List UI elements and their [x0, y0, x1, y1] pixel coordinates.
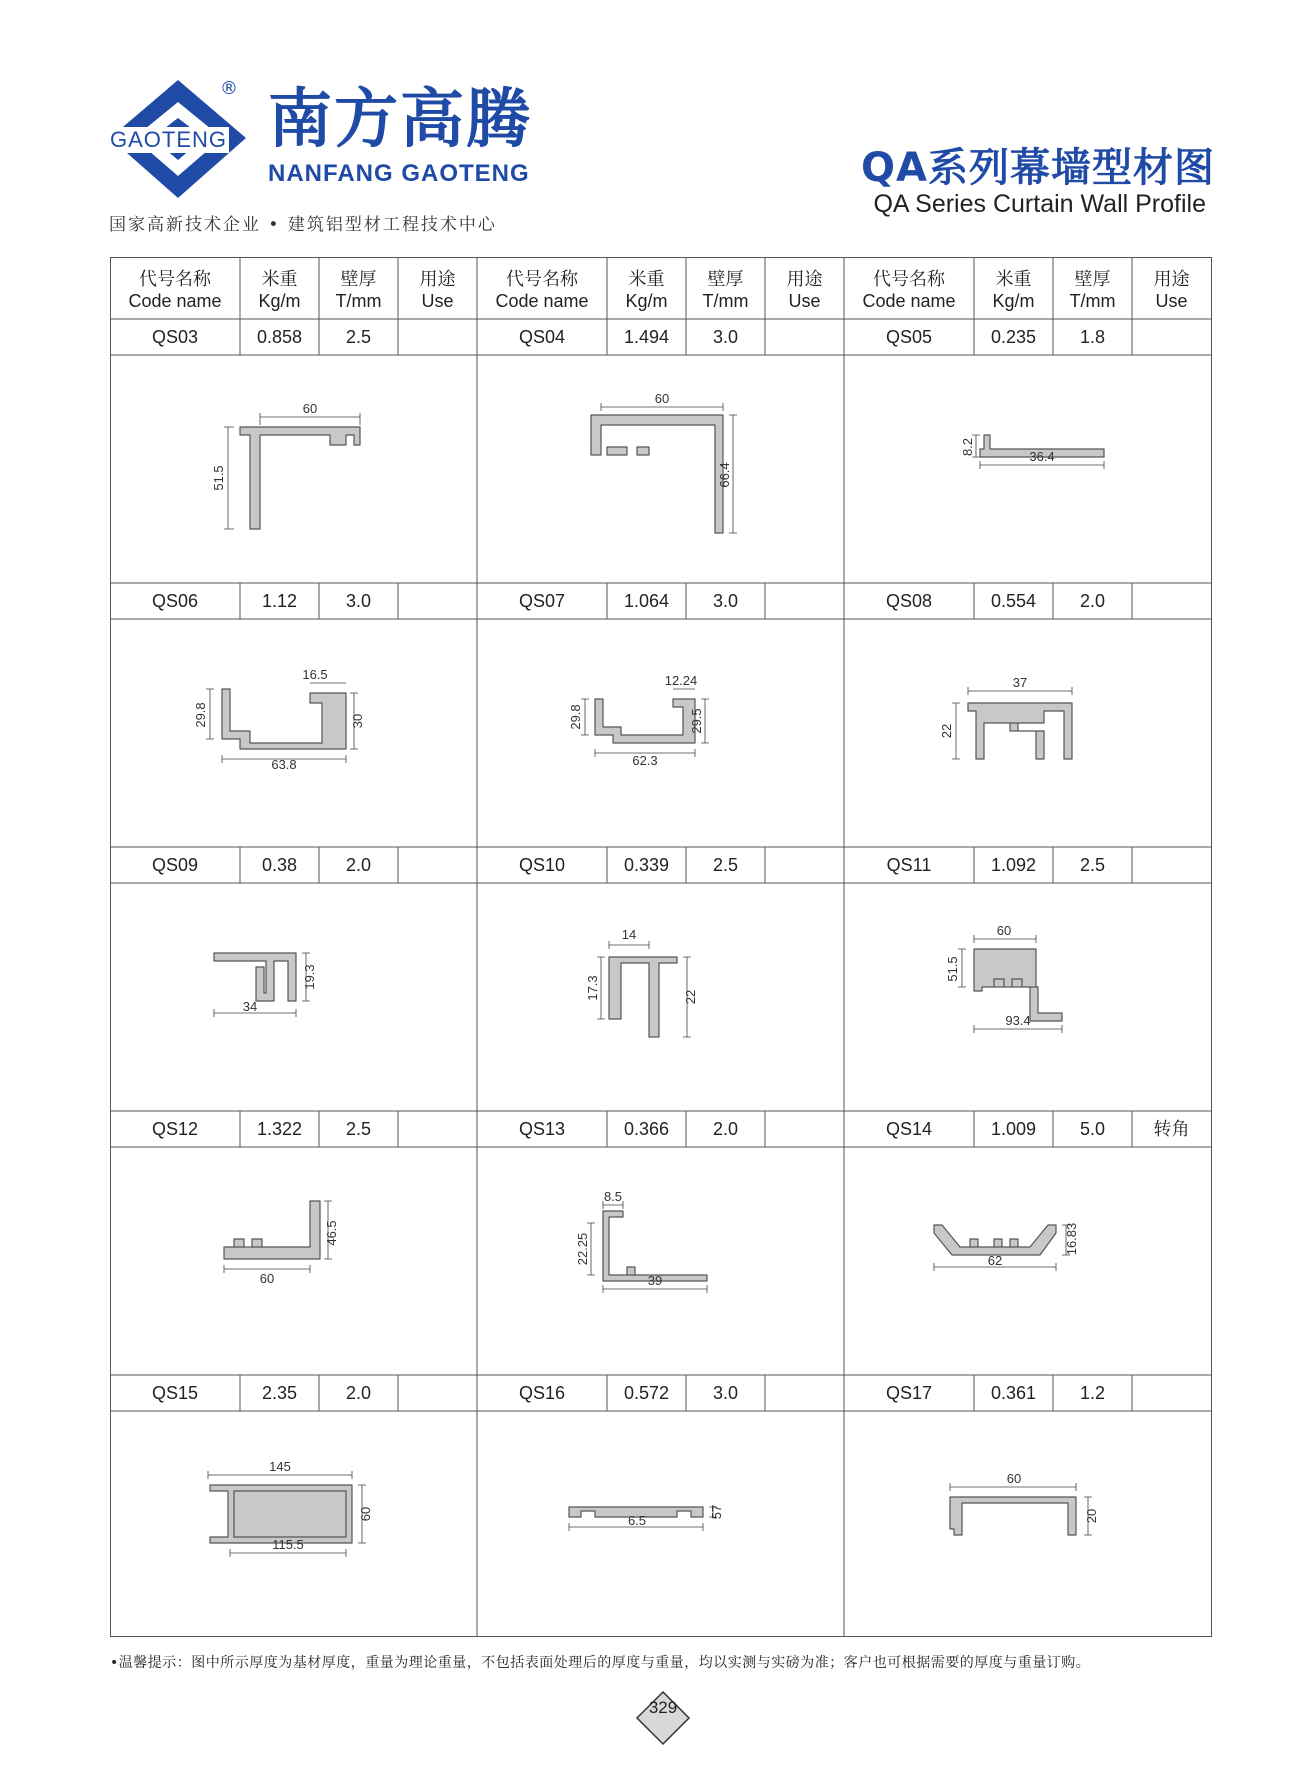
header-label-en: Kg/m: [992, 291, 1035, 311]
profile-thickness: 2.5: [345, 327, 372, 347]
profile-drawing-qs06: [193, 667, 365, 772]
profile-drawing-qs09: [214, 953, 317, 1017]
header-label-en: Kg/m: [258, 291, 301, 311]
dimension-label: 145: [269, 1459, 291, 1474]
header-label-cn: 壁厚: [707, 269, 744, 290]
dimension-label: 60: [358, 1506, 373, 1522]
dimension-label: 60: [259, 1271, 275, 1286]
header-label-en: T/mm: [702, 291, 749, 311]
profile-use: 转角: [1153, 1119, 1190, 1139]
profile-weight: 1.12: [261, 591, 298, 611]
profile-code: QS08: [885, 591, 933, 611]
profile-drawing-qs04: [591, 391, 737, 533]
dimension-label: 29.8: [568, 704, 583, 730]
dimension-label: 22: [939, 723, 954, 739]
registered-mark: ®: [220, 78, 238, 99]
profile-shape: [210, 1485, 352, 1543]
header-label-cn: 用途: [419, 269, 456, 290]
profile-drawing-qs11: [945, 923, 1062, 1033]
profile-code: QS05: [885, 327, 933, 347]
footer-note: •温馨提示：图中所示厚度为基材厚度，重量为理论重量，不包括表面处理后的厚度与重量，均以实测与实磅为准；客户也可根据需要的厚度与重量订购。: [110, 1655, 1091, 1671]
header-label-cn: 用途: [1153, 269, 1190, 290]
header-label-cn: 用途: [786, 269, 823, 290]
dimension-label: 60: [1006, 1471, 1022, 1486]
profile-thickness: 1.8: [1079, 327, 1106, 347]
dimension-label: 60: [654, 391, 670, 406]
profile-weight: 2.35: [261, 1383, 298, 1403]
header-label-en: Code name: [862, 291, 956, 311]
header-label-cn: 米重: [628, 269, 665, 290]
profile-shape: [595, 699, 695, 743]
header-label-cn: 米重: [995, 269, 1032, 290]
dimension-label: 14: [621, 927, 637, 942]
table-grid: [110, 257, 1212, 1637]
profile-thickness: 5.0: [1079, 1119, 1106, 1139]
dimension-label: 60: [996, 923, 1012, 938]
profile-shape: [968, 703, 1072, 759]
profile-shape: [214, 953, 296, 1001]
profile-thickness: 2.0: [712, 1119, 739, 1139]
profile-thickness: 2.5: [1079, 855, 1106, 875]
profile-code: QS17: [885, 1383, 933, 1403]
header-label-cn: 壁厚: [1074, 269, 1111, 290]
header-label-en: T/mm: [1069, 291, 1116, 311]
profile-weight: 1.009: [990, 1119, 1037, 1139]
dimension-label: 51.5: [211, 465, 226, 491]
header-label-en: Kg/m: [625, 291, 668, 311]
dimension-label: 37: [1012, 675, 1028, 690]
dimension-label: 22.25: [575, 1232, 590, 1266]
profile-weight: 1.092: [990, 855, 1037, 875]
page-title-cn: QA系列幕墙型材图: [861, 145, 1215, 191]
header-label-en: Use: [788, 291, 821, 311]
profile-shape: [224, 1201, 320, 1259]
profile-weight: 0.366: [623, 1119, 670, 1139]
dimension-label: 12.24: [664, 673, 698, 688]
profile-code: QS13: [518, 1119, 566, 1139]
table-headers: [128, 269, 1189, 311]
profile-thickness: 3.0: [345, 591, 372, 611]
dimension-label: 39: [647, 1273, 663, 1288]
header-label-en: Use: [421, 291, 454, 311]
dimension-label: 62: [987, 1253, 1003, 1268]
dimension-label: 16.5: [302, 667, 328, 682]
profile-drawing-qs16: [569, 1505, 724, 1531]
brand-tagline: 国家高新技术企业 • 建筑铝型材工程技术中心: [109, 215, 497, 235]
dimension-label: 8.2: [960, 437, 975, 457]
profile-code: QS03: [151, 327, 199, 347]
dimension-label: 16.83: [1064, 1222, 1079, 1256]
profile-code: QS04: [518, 327, 566, 347]
profile-drawing-qs14: [934, 1223, 1079, 1271]
profile-drawing-qs07: [568, 673, 709, 768]
logo-wordmark: GAOTENG: [110, 127, 228, 152]
dimension-label: 51.5: [945, 956, 960, 982]
profile-shape: [591, 415, 723, 533]
profile-thickness: 2.0: [345, 1383, 372, 1403]
profile-drawing-qs15: [208, 1459, 373, 1557]
profile-weight: 0.554: [990, 591, 1037, 611]
profile-code: QS10: [518, 855, 566, 875]
profile-thickness: 2.0: [1079, 591, 1106, 611]
dimension-label: 57: [709, 1504, 724, 1520]
header-label-cn: 壁厚: [340, 269, 377, 290]
dimension-label: 93.4: [1005, 1013, 1031, 1028]
profile-thickness: 3.0: [712, 591, 739, 611]
profile-drawing-qs10: [585, 927, 698, 1037]
profile-drawing-qs17: [950, 1471, 1099, 1535]
profile-shape: [240, 427, 360, 529]
profile-thickness: 1.2: [1079, 1383, 1106, 1403]
dimension-label: 6.5: [627, 1513, 647, 1528]
header-label-en: Code name: [495, 291, 589, 311]
page-title-en: QA Series Curtain Wall Profile: [873, 190, 1206, 218]
profile-shape: [603, 1211, 707, 1281]
brand-name-en: NANFANG GAOTENG: [268, 160, 530, 187]
profile-shape: [974, 949, 1062, 1021]
profile-drawing-qs12: [224, 1201, 339, 1286]
profile-code: QS11: [886, 855, 932, 875]
profile-weight: 1.494: [623, 327, 670, 347]
profile-code: QS09: [151, 855, 199, 875]
dimension-label: 36.4: [1029, 449, 1055, 464]
dimension-label: 30: [350, 713, 365, 729]
profile-weight: 0.572: [623, 1383, 670, 1403]
dimension-label: 29.8: [193, 702, 208, 728]
dimension-label: 46.5: [324, 1220, 339, 1246]
profile-thickness: 2.5: [345, 1119, 372, 1139]
header-label-cn: 米重: [261, 269, 298, 290]
header-label-cn: 代号名称: [506, 269, 578, 290]
profile-thickness: 3.0: [712, 327, 739, 347]
profile-weight: 1.322: [256, 1119, 303, 1139]
profile-shape: [934, 1225, 1056, 1255]
header-label-en: Code name: [128, 291, 222, 311]
profile-weight: 0.361: [990, 1383, 1037, 1403]
table-border: [111, 258, 1212, 1637]
dimension-label: 60: [302, 401, 318, 416]
dimension-label: 20: [1084, 1508, 1099, 1524]
brand-name-cn: 南方高腾: [268, 83, 532, 157]
dimension-label: 63.8: [271, 757, 297, 772]
profile-shape: [609, 957, 677, 1037]
profile-drawing-qs05: [960, 435, 1104, 469]
dimension-label: 19.3: [302, 964, 317, 990]
profile-weight: 0.235: [990, 327, 1037, 347]
dimension-label: 62.3: [632, 753, 658, 768]
dimension-label: 34: [242, 999, 258, 1014]
dimension-label: 115.5: [272, 1537, 304, 1552]
header-label-cn: 代号名称: [873, 269, 945, 290]
profile-catalog-table: [110, 257, 1212, 1637]
header-label-en: Use: [1155, 291, 1188, 311]
profile-drawing-qs03: [211, 401, 360, 529]
dimension-label: 22: [683, 989, 698, 1005]
profile-code: QS07: [518, 591, 566, 611]
dimension-label: 8.5: [603, 1189, 623, 1204]
dimension-label: 66.4: [717, 462, 732, 488]
profile-drawing-qs13: [575, 1189, 707, 1293]
profile-weight: 0.339: [623, 855, 670, 875]
profile-code: QS12: [151, 1119, 199, 1139]
profile-drawing-qs08: [939, 675, 1072, 759]
header-label-en: T/mm: [335, 291, 382, 311]
profile-code: QS15: [151, 1383, 199, 1403]
profile-thickness: 2.5: [712, 855, 739, 875]
profile-code: QS16: [518, 1383, 566, 1403]
header-label-cn: 代号名称: [139, 269, 211, 290]
profile-thickness: 3.0: [712, 1383, 739, 1403]
profile-code: QS14: [885, 1119, 933, 1139]
profile-weight: 0.858: [256, 327, 303, 347]
profile-shape: [950, 1497, 1076, 1535]
profile-code: QS06: [151, 591, 199, 611]
page-number: 329: [648, 1698, 678, 1717]
profile-thickness: 2.0: [345, 855, 372, 875]
profile-weight: 1.064: [623, 591, 670, 611]
profile-weight: 0.38: [261, 855, 298, 875]
dimension-label: 17.3: [585, 975, 600, 1001]
profile-shape: [222, 689, 346, 749]
dimension-label: 29.5: [689, 708, 704, 734]
